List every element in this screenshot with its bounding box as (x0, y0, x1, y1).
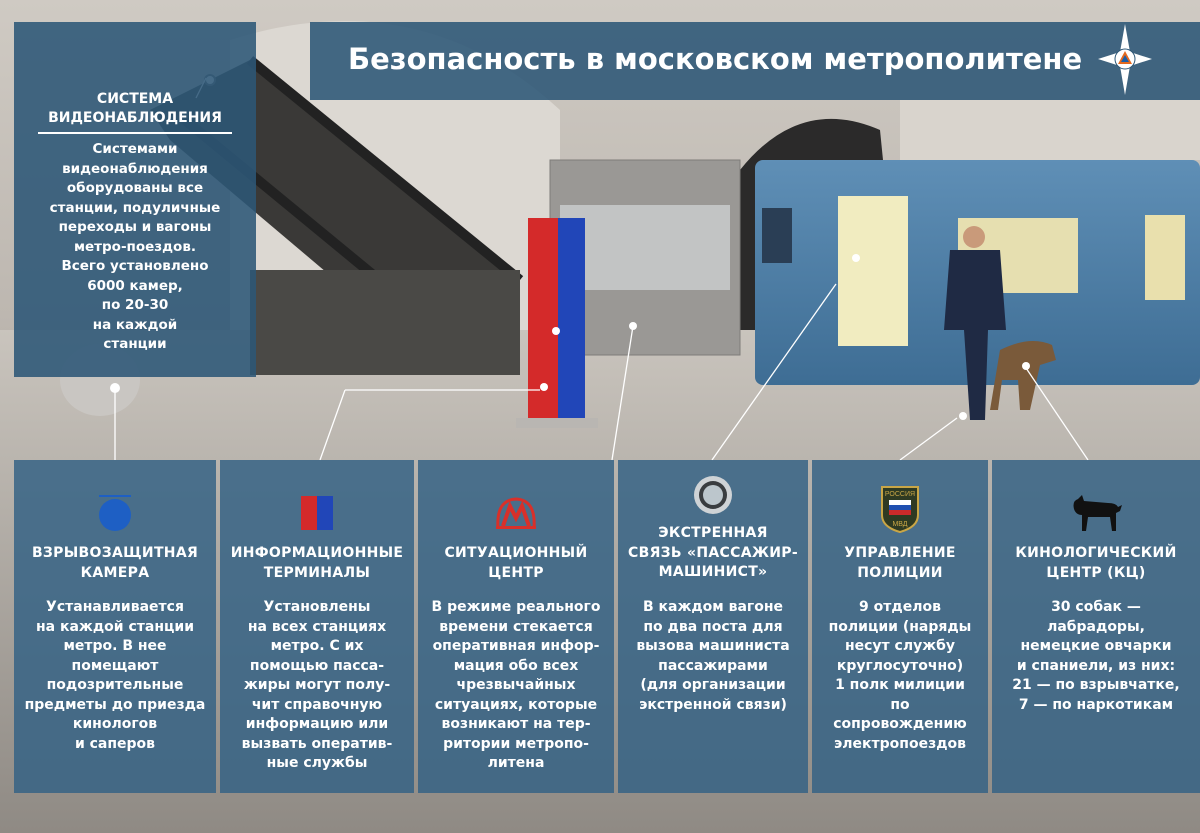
card-heading (624, 524, 802, 583)
text-line: возникают на тер- (441, 716, 591, 732)
text-line: 7 — по наркотикам (1018, 696, 1174, 713)
card-text (822, 598, 978, 754)
cctv-text-line: станции, подуличные (49, 199, 221, 216)
text-line: ритории метропо- (443, 735, 589, 752)
heading-line: МАШИНИСТ» (658, 564, 768, 580)
card-heading (424, 544, 608, 583)
booth-window (560, 205, 730, 290)
cctv-text-line: Всего установлено (61, 258, 209, 274)
text-line: метро. С их (270, 638, 364, 654)
card-text (628, 598, 798, 715)
text-line: по сопровождению (833, 696, 967, 732)
text-line: предметы до приезда (24, 696, 206, 713)
text-line: жиры могут полу- (243, 677, 391, 693)
heading-line: УПРАВЛЕНИЕ (844, 545, 956, 561)
text-line: оперативная инфор- (432, 638, 600, 654)
text-line: ные службы (266, 755, 368, 771)
platform-wall (900, 100, 1200, 160)
escalator-base (250, 270, 520, 375)
cctv-panel (14, 22, 256, 377)
text-line: круглосуточно) (836, 657, 964, 674)
text-line: лабрадоры, (1047, 618, 1145, 635)
heading-line: ПОЛИЦИИ (857, 564, 943, 581)
cctv-text-line: на каждой (92, 316, 178, 333)
card-heading (818, 544, 982, 583)
intercom-icon (683, 474, 743, 516)
text-line: помещают (71, 657, 159, 674)
text-line: мация обо всех (453, 657, 579, 674)
cctv-heading (14, 90, 256, 128)
info-terminal (558, 218, 585, 423)
heading-line: СИТУАЦИОННЫЙ (444, 545, 588, 561)
card-police (812, 460, 988, 793)
text-line: 1 полк милиции (835, 677, 965, 693)
card-text (24, 598, 206, 754)
cctv-text-line: по 20-30 (101, 297, 169, 313)
text-line: Установлены (263, 599, 371, 615)
text-line: немецкие овчарки (1020, 638, 1172, 654)
text-line: чит справочную (251, 696, 383, 713)
train-door-open (838, 196, 908, 346)
heading-line: КИНОЛОГИЧЕСКИЙ (1015, 545, 1177, 561)
text-line: пассажирами (658, 657, 768, 674)
info-cards (14, 460, 1200, 793)
info-terminal-icon (287, 492, 347, 534)
text-line: на каждой станции (35, 618, 194, 635)
badge-text: МВД (892, 521, 908, 528)
text-line: 30 собак — (1051, 599, 1141, 615)
text-line: подозрительные (46, 677, 184, 693)
heading-line: ТЕРМИНАЛЫ (263, 564, 371, 581)
cctv-heading-line: СИСТЕМА (96, 91, 174, 107)
cctv-text-line: переходы и вагоны (58, 219, 212, 235)
heading-line: ЦЕНТР (КЦ) (1046, 564, 1146, 581)
card-situation-center (418, 460, 614, 793)
police-badge-icon (870, 484, 930, 534)
cctv-description (28, 140, 242, 355)
emercom-star-icon (1096, 22, 1154, 97)
card-heading (226, 544, 408, 583)
card-emergency-intercom (618, 460, 808, 793)
text-line: по два поста для (643, 618, 783, 635)
heading-line: ВЗРЫВОЗАЩИТНАЯ (31, 545, 199, 561)
text-line: 21 — по взрывчатке, (1012, 677, 1180, 693)
text-line: электропоездов (833, 735, 966, 752)
badge-text: РОССИЯ (884, 491, 916, 498)
train-window (762, 208, 792, 263)
card-text (1002, 598, 1190, 715)
text-line: вызова машиниста (636, 638, 790, 654)
text-line: Устанавливается (46, 599, 184, 615)
cctv-text-line: Системами (92, 141, 178, 157)
text-line: метро. В нее (63, 638, 167, 654)
heading-line: КАМЕРА (80, 564, 150, 581)
terminal-base (516, 418, 598, 428)
text-line: и спаниели, из них: (1016, 657, 1176, 674)
cctv-text-line: 6000 камер, (87, 277, 183, 294)
page-title: Безопасность в московском метрополитене (348, 42, 1083, 76)
card-heading (998, 544, 1194, 583)
cctv-text-line: станции (103, 336, 167, 352)
card-heading (20, 544, 210, 583)
heading-line: СВЯЗЬ «ПАССАЖИР- (628, 544, 798, 561)
text-line: помощью пасса- (249, 657, 385, 674)
text-line: и саперов (74, 735, 156, 752)
text-line: вызвать оператив- (241, 735, 393, 752)
policeman-head (963, 226, 985, 248)
card-text (230, 598, 404, 774)
divider (38, 132, 232, 134)
text-line: чрезвычайных (456, 677, 576, 693)
dog-icon (1066, 492, 1126, 534)
text-line: несут службу (844, 638, 956, 654)
text-line: времени стекается (439, 618, 593, 635)
text-line: кинологов (72, 716, 158, 732)
heading-line: ЭКСТРЕННАЯ (658, 525, 768, 541)
text-line: экстренной связи) (639, 696, 787, 713)
metro-logo-icon (486, 492, 546, 534)
blast-chamber-icon (85, 492, 145, 534)
card-text (428, 598, 604, 774)
text-line: В каждом вагоне (642, 599, 784, 615)
text-line: ситуациях, которые (434, 696, 598, 713)
cctv-text-line: оборудованы все (66, 180, 204, 196)
train-window (1145, 215, 1185, 300)
text-line: 9 отделов (859, 599, 941, 615)
text-line: на всех станциях (247, 618, 387, 635)
text-line: литена (487, 755, 545, 771)
card-canine-center (992, 460, 1200, 793)
cctv-heading-line: ВИДЕОНАБЛЮДЕНИЯ (48, 110, 222, 126)
card-info-terminals (220, 460, 414, 793)
heading-line: ЦЕНТР (488, 564, 544, 581)
text-line: (для организации (640, 677, 786, 693)
text-line: информацию или (245, 716, 389, 732)
card-blast-chamber (14, 460, 216, 793)
heading-line: ИНФОРМАЦИОННЫЕ (230, 545, 404, 561)
cctv-text-line: метро-поездов. (73, 238, 196, 255)
text-line: В режиме реального (431, 599, 601, 615)
cctv-text-line: видеонаблюдения (62, 160, 208, 177)
text-line: полиции (наряды (828, 618, 972, 635)
info-terminal (528, 218, 558, 423)
